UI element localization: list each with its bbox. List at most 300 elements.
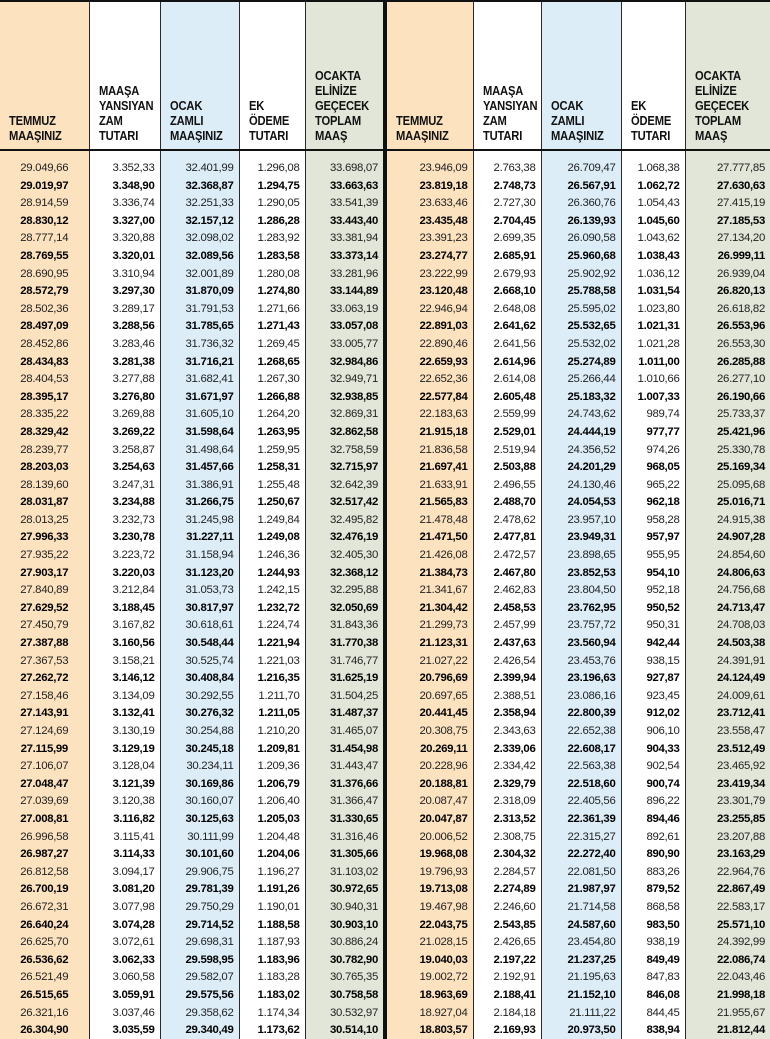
cell-july-salary: 29.049,66 bbox=[0, 160, 89, 178]
cell-january-raised-salary: 29.906,75 bbox=[160, 864, 239, 882]
cell-extra-payment: 1.283,58 bbox=[239, 248, 305, 266]
cell-july-salary: 20.697,65 bbox=[387, 688, 473, 706]
table-row bbox=[0, 987, 770, 1005]
cell-january-total-salary: 23.512,49 bbox=[685, 741, 770, 759]
cell-raise-amount: 2.614,08 bbox=[473, 371, 541, 389]
table-row bbox=[0, 477, 770, 495]
cell-january-raised-salary: 24.130,46 bbox=[541, 477, 621, 495]
cell-january-raised-salary: 22.315,27 bbox=[541, 829, 621, 847]
cell-july-salary: 27.840,89 bbox=[0, 582, 89, 600]
cell-january-raised-salary: 24.743,62 bbox=[541, 406, 621, 424]
cell-january-raised-salary: 29.781,39 bbox=[160, 881, 239, 899]
cell-raise-amount: 2.313,52 bbox=[473, 811, 541, 829]
cell-january-raised-salary: 30.245,18 bbox=[160, 741, 239, 759]
cell-raise-amount: 2.334,42 bbox=[473, 758, 541, 776]
cell-raise-amount: 2.641,62 bbox=[473, 318, 541, 336]
cell-raise-amount: 3.212,84 bbox=[89, 582, 160, 600]
cell-raise-amount: 3.115,41 bbox=[89, 829, 160, 847]
cell-raise-amount: 3.297,30 bbox=[89, 283, 160, 301]
cell-raise-amount: 3.269,22 bbox=[89, 424, 160, 442]
table-row bbox=[0, 864, 770, 882]
table-row bbox=[0, 934, 770, 952]
table-row bbox=[0, 424, 770, 442]
cell-extra-payment: 1.209,81 bbox=[239, 741, 305, 759]
cell-january-raised-salary: 31.457,66 bbox=[160, 459, 239, 477]
cell-january-raised-salary: 29.575,56 bbox=[160, 987, 239, 1005]
cell-january-raised-salary: 25.532,02 bbox=[541, 336, 621, 354]
cell-january-total-salary: 24.713,47 bbox=[685, 600, 770, 618]
cell-january-raised-salary: 22.563,38 bbox=[541, 758, 621, 776]
cell-january-raised-salary: 31.245,98 bbox=[160, 512, 239, 530]
cell-raise-amount: 3.077,98 bbox=[89, 899, 160, 917]
cell-raise-amount: 3.128,04 bbox=[89, 758, 160, 776]
cell-july-salary: 23.274,77 bbox=[387, 248, 473, 266]
cell-july-salary: 23.222,99 bbox=[387, 266, 473, 284]
cell-raise-amount: 2.426,54 bbox=[473, 653, 541, 671]
cell-july-salary: 27.106,07 bbox=[0, 758, 89, 776]
cell-raise-amount: 2.284,57 bbox=[473, 864, 541, 882]
cell-july-salary: 28.777,14 bbox=[0, 230, 89, 248]
cell-july-salary: 27.262,72 bbox=[0, 670, 89, 688]
cell-extra-payment: 1.196,27 bbox=[239, 864, 305, 882]
cell-january-raised-salary: 30.254,88 bbox=[160, 723, 239, 741]
cell-january-total-salary: 33.443,40 bbox=[305, 213, 383, 231]
cell-extra-payment: 1.258,31 bbox=[239, 459, 305, 477]
cell-raise-amount: 3.320,01 bbox=[89, 248, 160, 266]
cell-raise-amount: 3.352,33 bbox=[89, 160, 160, 178]
cell-january-total-salary: 31.843,36 bbox=[305, 617, 383, 635]
cell-extra-payment: 1.232,72 bbox=[239, 600, 305, 618]
cell-raise-amount: 3.094,17 bbox=[89, 864, 160, 882]
table-row bbox=[0, 354, 770, 372]
cell-raise-amount: 2.478,62 bbox=[473, 512, 541, 530]
cell-raise-amount: 2.358,94 bbox=[473, 705, 541, 723]
cell-raise-amount: 3.132,41 bbox=[89, 705, 160, 723]
cell-january-raised-salary: 24.054,53 bbox=[541, 494, 621, 512]
cell-raise-amount: 3.220,03 bbox=[89, 565, 160, 583]
cell-extra-payment: 958,28 bbox=[621, 512, 685, 530]
cell-january-total-salary: 24.009,61 bbox=[685, 688, 770, 706]
table-row bbox=[0, 881, 770, 899]
cell-july-salary: 21.123,31 bbox=[387, 635, 473, 653]
cell-january-raised-salary: 24.444,19 bbox=[541, 424, 621, 442]
cell-july-salary: 20.006,52 bbox=[387, 829, 473, 847]
cell-january-raised-salary: 30.408,84 bbox=[160, 670, 239, 688]
table-row bbox=[0, 899, 770, 917]
cell-extra-payment: 983,50 bbox=[621, 917, 685, 935]
cell-raise-amount: 3.320,88 bbox=[89, 230, 160, 248]
cell-january-raised-salary: 30.525,74 bbox=[160, 653, 239, 671]
cell-january-raised-salary: 32.251,33 bbox=[160, 195, 239, 213]
cell-january-raised-salary: 29.340,49 bbox=[160, 1022, 239, 1039]
cell-january-total-salary: 32.517,42 bbox=[305, 494, 383, 512]
cell-january-raised-salary: 23.949,31 bbox=[541, 529, 621, 547]
cell-extra-payment: 1.294,75 bbox=[239, 178, 305, 196]
cell-january-total-salary: 27.630,63 bbox=[685, 178, 770, 196]
table-row bbox=[0, 178, 770, 196]
cell-raise-amount: 3.134,09 bbox=[89, 688, 160, 706]
cell-extra-payment: 1.188,58 bbox=[239, 917, 305, 935]
cell-july-salary: 26.987,27 bbox=[0, 846, 89, 864]
cell-extra-payment: 1.249,08 bbox=[239, 529, 305, 547]
cell-extra-payment: 938,15 bbox=[621, 653, 685, 671]
cell-january-total-salary: 33.057,08 bbox=[305, 318, 383, 336]
cell-extra-payment: 1.255,48 bbox=[239, 477, 305, 495]
cell-extra-payment: 962,18 bbox=[621, 494, 685, 512]
cell-january-total-salary: 30.758,58 bbox=[305, 987, 383, 1005]
cell-january-total-salary: 32.050,69 bbox=[305, 600, 383, 618]
cell-extra-payment: 1.190,01 bbox=[239, 899, 305, 917]
cell-january-raised-salary: 22.272,40 bbox=[541, 846, 621, 864]
cell-january-raised-salary: 23.804,50 bbox=[541, 582, 621, 600]
cell-january-total-salary: 21.812,44 bbox=[685, 1022, 770, 1039]
cell-raise-amount: 2.308,75 bbox=[473, 829, 541, 847]
cell-january-total-salary: 27.134,20 bbox=[685, 230, 770, 248]
cell-january-raised-salary: 23.762,95 bbox=[541, 600, 621, 618]
cell-january-total-salary: 21.998,18 bbox=[685, 987, 770, 1005]
cell-january-raised-salary: 31.736,32 bbox=[160, 336, 239, 354]
cell-raise-amount: 3.327,00 bbox=[89, 213, 160, 231]
cell-january-raised-salary: 29.714,52 bbox=[160, 917, 239, 935]
cell-raise-amount: 2.343,63 bbox=[473, 723, 541, 741]
cell-extra-payment: 957,97 bbox=[621, 529, 685, 547]
cell-january-raised-salary: 24.587,60 bbox=[541, 917, 621, 935]
cell-january-total-salary: 26.618,82 bbox=[685, 301, 770, 319]
header-extra-payment: EK ÖDEME TUTARI bbox=[621, 1, 685, 150]
cell-raise-amount: 2.339,06 bbox=[473, 741, 541, 759]
table-body bbox=[0, 150, 770, 1039]
cell-raise-amount: 3.348,90 bbox=[89, 178, 160, 196]
cell-extra-payment: 1.224,74 bbox=[239, 617, 305, 635]
cell-raise-amount: 2.605,48 bbox=[473, 389, 541, 407]
cell-raise-amount: 2.399,94 bbox=[473, 670, 541, 688]
cell-july-salary: 22.946,94 bbox=[387, 301, 473, 319]
cell-extra-payment: 1.211,05 bbox=[239, 705, 305, 723]
cell-extra-payment: 1.246,36 bbox=[239, 547, 305, 565]
cell-raise-amount: 2.437,63 bbox=[473, 635, 541, 653]
cell-extra-payment: 1.268,65 bbox=[239, 354, 305, 372]
cell-raise-amount: 3.258,87 bbox=[89, 442, 160, 460]
cell-extra-payment: 1.036,12 bbox=[621, 266, 685, 284]
cell-raise-amount: 2.246,60 bbox=[473, 899, 541, 917]
cell-extra-payment: 977,77 bbox=[621, 424, 685, 442]
cell-raise-amount: 3.120,38 bbox=[89, 793, 160, 811]
cell-january-raised-salary: 29.698,31 bbox=[160, 934, 239, 952]
cell-raise-amount: 2.488,70 bbox=[473, 494, 541, 512]
cell-extra-payment: 1.250,67 bbox=[239, 494, 305, 512]
table-row bbox=[0, 617, 770, 635]
cell-july-salary: 28.914,59 bbox=[0, 195, 89, 213]
cell-january-raised-salary: 26.090,58 bbox=[541, 230, 621, 248]
cell-january-total-salary: 23.558,47 bbox=[685, 723, 770, 741]
cell-january-total-salary: 26.277,10 bbox=[685, 371, 770, 389]
cell-extra-payment: 902,54 bbox=[621, 758, 685, 776]
cell-extra-payment: 1.221,03 bbox=[239, 653, 305, 671]
cell-january-raised-salary: 25.960,68 bbox=[541, 248, 621, 266]
cell-july-salary: 21.478,48 bbox=[387, 512, 473, 530]
cell-raise-amount: 3.310,94 bbox=[89, 266, 160, 284]
cell-january-total-salary: 30.765,35 bbox=[305, 969, 383, 987]
cell-july-salary: 22.891,03 bbox=[387, 318, 473, 336]
header-july-salary: TEMMUZ MAAŞINIZ bbox=[387, 1, 473, 150]
cell-january-total-salary: 24.708,03 bbox=[685, 617, 770, 635]
cell-january-total-salary: 23.465,92 bbox=[685, 758, 770, 776]
cell-extra-payment: 955,95 bbox=[621, 547, 685, 565]
cell-july-salary: 19.796,93 bbox=[387, 864, 473, 882]
cell-january-raised-salary: 30.548,44 bbox=[160, 635, 239, 653]
table-row bbox=[0, 195, 770, 213]
cell-july-salary: 19.040,03 bbox=[387, 952, 473, 970]
cell-january-raised-salary: 31.682,41 bbox=[160, 371, 239, 389]
cell-july-salary: 28.404,53 bbox=[0, 371, 89, 389]
cell-july-salary: 22.659,93 bbox=[387, 354, 473, 372]
cell-july-salary: 18.963,69 bbox=[387, 987, 473, 1005]
cell-january-total-salary: 32.295,88 bbox=[305, 582, 383, 600]
cell-july-salary: 28.497,09 bbox=[0, 318, 89, 336]
cell-extra-payment: 950,52 bbox=[621, 600, 685, 618]
cell-raise-amount: 3.254,63 bbox=[89, 459, 160, 477]
cell-january-raised-salary: 31.123,20 bbox=[160, 565, 239, 583]
cell-extra-payment: 968,05 bbox=[621, 459, 685, 477]
cell-january-total-salary: 32.758,59 bbox=[305, 442, 383, 460]
cell-july-salary: 20.441,45 bbox=[387, 705, 473, 723]
table-row bbox=[0, 318, 770, 336]
cell-january-raised-salary: 23.454,80 bbox=[541, 934, 621, 952]
cell-january-total-salary: 30.532,97 bbox=[305, 1005, 383, 1023]
cell-extra-payment: 1.021,28 bbox=[621, 336, 685, 354]
cell-extra-payment: 912,02 bbox=[621, 705, 685, 723]
cell-july-salary: 23.946,09 bbox=[387, 160, 473, 178]
cell-raise-amount: 2.704,45 bbox=[473, 213, 541, 231]
cell-extra-payment: 1.206,79 bbox=[239, 776, 305, 794]
cell-july-salary: 27.367,53 bbox=[0, 653, 89, 671]
cell-january-raised-salary: 23.757,72 bbox=[541, 617, 621, 635]
cell-extra-payment: 1.173,62 bbox=[239, 1022, 305, 1039]
cell-january-raised-salary: 31.266,75 bbox=[160, 494, 239, 512]
cell-january-raised-salary: 25.788,58 bbox=[541, 283, 621, 301]
cell-extra-payment: 1.205,03 bbox=[239, 811, 305, 829]
cell-raise-amount: 2.529,01 bbox=[473, 424, 541, 442]
cell-raise-amount: 2.559,99 bbox=[473, 406, 541, 424]
cell-january-raised-salary: 29.582,07 bbox=[160, 969, 239, 987]
cell-july-salary: 22.043,75 bbox=[387, 917, 473, 935]
cell-july-salary: 28.690,95 bbox=[0, 266, 89, 284]
table-row bbox=[0, 389, 770, 407]
spacer-cell bbox=[685, 150, 770, 160]
cell-january-total-salary: 23.255,85 bbox=[685, 811, 770, 829]
cell-extra-payment: 1.021,31 bbox=[621, 318, 685, 336]
table-row bbox=[0, 741, 770, 759]
cell-january-total-salary: 32.368,12 bbox=[305, 565, 383, 583]
cell-extra-payment: 1.183,96 bbox=[239, 952, 305, 970]
cell-raise-amount: 3.281,38 bbox=[89, 354, 160, 372]
table-row bbox=[0, 213, 770, 231]
cell-raise-amount: 2.477,81 bbox=[473, 529, 541, 547]
cell-january-raised-salary: 21.195,63 bbox=[541, 969, 621, 987]
cell-extra-payment: 868,58 bbox=[621, 899, 685, 917]
cell-extra-payment: 1.271,66 bbox=[239, 301, 305, 319]
cell-january-raised-salary: 31.605,10 bbox=[160, 406, 239, 424]
cell-july-salary: 22.652,36 bbox=[387, 371, 473, 389]
table-row bbox=[0, 565, 770, 583]
cell-january-raised-salary: 26.709,47 bbox=[541, 160, 621, 178]
cell-raise-amount: 3.289,17 bbox=[89, 301, 160, 319]
cell-january-total-salary: 22.583,17 bbox=[685, 899, 770, 917]
cell-raise-amount: 2.388,51 bbox=[473, 688, 541, 706]
cell-january-total-salary: 23.712,41 bbox=[685, 705, 770, 723]
cell-raise-amount: 3.234,88 bbox=[89, 494, 160, 512]
cell-extra-payment: 1.283,92 bbox=[239, 230, 305, 248]
cell-july-salary: 28.329,42 bbox=[0, 424, 89, 442]
cell-july-salary: 19.002,72 bbox=[387, 969, 473, 987]
cell-january-total-salary: 24.806,63 bbox=[685, 565, 770, 583]
cell-extra-payment: 1.274,80 bbox=[239, 283, 305, 301]
cell-raise-amount: 3.037,46 bbox=[89, 1005, 160, 1023]
table-row bbox=[0, 406, 770, 424]
cell-january-raised-salary: 32.368,87 bbox=[160, 178, 239, 196]
table-row bbox=[0, 582, 770, 600]
cell-raise-amount: 2.318,09 bbox=[473, 793, 541, 811]
cell-raise-amount: 2.763,38 bbox=[473, 160, 541, 178]
table-row bbox=[0, 336, 770, 354]
spacer-cell bbox=[160, 150, 239, 160]
cell-january-total-salary: 31.746,77 bbox=[305, 653, 383, 671]
cell-raise-amount: 2.503,88 bbox=[473, 459, 541, 477]
cell-january-total-salary: 31.366,47 bbox=[305, 793, 383, 811]
table-row bbox=[0, 952, 770, 970]
cell-january-raised-salary: 21.987,97 bbox=[541, 881, 621, 899]
cell-january-total-salary: 31.305,66 bbox=[305, 846, 383, 864]
cell-january-total-salary: 30.940,31 bbox=[305, 899, 383, 917]
cell-july-salary: 26.536,62 bbox=[0, 952, 89, 970]
cell-january-raised-salary: 22.800,39 bbox=[541, 705, 621, 723]
cell-january-total-salary: 23.207,88 bbox=[685, 829, 770, 847]
cell-july-salary: 28.502,36 bbox=[0, 301, 89, 319]
header-january-total-salary: OCAKTA ELİNİZE GEÇECEK TOPLAM MAAŞ bbox=[685, 1, 770, 150]
cell-july-salary: 18.803,57 bbox=[387, 1022, 473, 1039]
cell-july-salary: 26.640,24 bbox=[0, 917, 89, 935]
cell-extra-payment: 879,52 bbox=[621, 881, 685, 899]
cell-january-raised-salary: 31.053,73 bbox=[160, 582, 239, 600]
cell-extra-payment: 1.264,20 bbox=[239, 406, 305, 424]
cell-july-salary: 28.395,17 bbox=[0, 389, 89, 407]
cell-extra-payment: 1.007,33 bbox=[621, 389, 685, 407]
cell-january-raised-salary: 30.618,61 bbox=[160, 617, 239, 635]
cell-raise-amount: 2.184,18 bbox=[473, 1005, 541, 1023]
cell-july-salary: 20.228,96 bbox=[387, 758, 473, 776]
cell-january-total-salary: 31.770,38 bbox=[305, 635, 383, 653]
cell-january-raised-salary: 31.227,11 bbox=[160, 529, 239, 547]
cell-raise-amount: 3.167,82 bbox=[89, 617, 160, 635]
cell-january-total-salary: 31.625,19 bbox=[305, 670, 383, 688]
cell-january-raised-salary: 21.714,58 bbox=[541, 899, 621, 917]
cell-raise-amount: 2.457,99 bbox=[473, 617, 541, 635]
cell-july-salary: 27.450,79 bbox=[0, 617, 89, 635]
cell-extra-payment: 1.174,34 bbox=[239, 1005, 305, 1023]
cell-january-total-salary: 22.964,76 bbox=[685, 864, 770, 882]
cell-january-raised-salary: 22.081,50 bbox=[541, 864, 621, 882]
cell-raise-amount: 3.035,59 bbox=[89, 1022, 160, 1039]
cell-january-raised-salary: 31.671,97 bbox=[160, 389, 239, 407]
cell-july-salary: 20.087,47 bbox=[387, 793, 473, 811]
cell-january-raised-salary: 25.902,92 bbox=[541, 266, 621, 284]
cell-july-salary: 21.304,42 bbox=[387, 600, 473, 618]
cell-july-salary: 21.341,67 bbox=[387, 582, 473, 600]
cell-july-salary: 27.158,46 bbox=[0, 688, 89, 706]
cell-raise-amount: 2.648,08 bbox=[473, 301, 541, 319]
cell-extra-payment: 1.280,08 bbox=[239, 266, 305, 284]
cell-extra-payment: 1.038,43 bbox=[621, 248, 685, 266]
cell-january-total-salary: 26.553,30 bbox=[685, 336, 770, 354]
cell-january-total-salary: 27.415,19 bbox=[685, 195, 770, 213]
cell-january-total-salary: 31.443,47 bbox=[305, 758, 383, 776]
cell-extra-payment: 1.209,36 bbox=[239, 758, 305, 776]
cell-january-raised-salary: 30.169,86 bbox=[160, 776, 239, 794]
cell-july-salary: 28.452,86 bbox=[0, 336, 89, 354]
table-row bbox=[0, 266, 770, 284]
cell-july-salary: 27.143,91 bbox=[0, 705, 89, 723]
cell-january-total-salary: 22.867,49 bbox=[685, 881, 770, 899]
cell-extra-payment: 892,61 bbox=[621, 829, 685, 847]
cell-january-raised-salary: 24.201,29 bbox=[541, 459, 621, 477]
cell-january-total-salary: 25.169,34 bbox=[685, 459, 770, 477]
cell-july-salary: 21.633,91 bbox=[387, 477, 473, 495]
cell-extra-payment: 1.269,45 bbox=[239, 336, 305, 354]
cell-january-total-salary: 32.642,39 bbox=[305, 477, 383, 495]
cell-january-total-salary: 31.376,66 bbox=[305, 776, 383, 794]
cell-january-raised-salary: 30.160,07 bbox=[160, 793, 239, 811]
cell-july-salary: 21.836,58 bbox=[387, 442, 473, 460]
cell-january-total-salary: 25.095,68 bbox=[685, 477, 770, 495]
spacer-cell bbox=[305, 150, 383, 160]
cell-january-total-salary: 26.939,04 bbox=[685, 266, 770, 284]
cell-january-total-salary: 24.915,38 bbox=[685, 512, 770, 530]
cell-july-salary: 19.968,08 bbox=[387, 846, 473, 864]
cell-extra-payment: 1.266,88 bbox=[239, 389, 305, 407]
cell-extra-payment: 938,19 bbox=[621, 934, 685, 952]
cell-january-total-salary: 24.756,68 bbox=[685, 582, 770, 600]
cell-january-total-salary: 31.465,07 bbox=[305, 723, 383, 741]
cell-raise-amount: 2.304,32 bbox=[473, 846, 541, 864]
cell-extra-payment: 989,74 bbox=[621, 406, 685, 424]
cell-raise-amount: 2.727,30 bbox=[473, 195, 541, 213]
cell-july-salary: 22.890,46 bbox=[387, 336, 473, 354]
cell-extra-payment: 965,22 bbox=[621, 477, 685, 495]
cell-july-salary: 28.139,60 bbox=[0, 477, 89, 495]
cell-raise-amount: 2.685,91 bbox=[473, 248, 541, 266]
cell-january-total-salary: 25.733,37 bbox=[685, 406, 770, 424]
cell-january-total-salary: 30.782,90 bbox=[305, 952, 383, 970]
cell-july-salary: 27.124,69 bbox=[0, 723, 89, 741]
cell-january-total-salary: 22.043,46 bbox=[685, 969, 770, 987]
cell-july-salary: 28.335,22 bbox=[0, 406, 89, 424]
cell-january-total-salary: 24.392,99 bbox=[685, 934, 770, 952]
cell-january-total-salary: 32.938,85 bbox=[305, 389, 383, 407]
cell-january-total-salary: 33.698,07 bbox=[305, 160, 383, 178]
cell-extra-payment: 1.216,35 bbox=[239, 670, 305, 688]
header-raise-amount: MAAŞA YANSIYAN ZAM TUTARI bbox=[473, 1, 541, 150]
cell-january-total-salary: 26.190,66 bbox=[685, 389, 770, 407]
cell-extra-payment: 1.011,00 bbox=[621, 354, 685, 372]
table-row bbox=[0, 670, 770, 688]
cell-january-total-salary: 24.907,28 bbox=[685, 529, 770, 547]
cell-extra-payment: 846,08 bbox=[621, 987, 685, 1005]
table-row bbox=[0, 829, 770, 847]
cell-july-salary: 20.047,87 bbox=[387, 811, 473, 829]
cell-extra-payment: 927,87 bbox=[621, 670, 685, 688]
table-row bbox=[0, 371, 770, 389]
cell-january-raised-salary: 31.498,64 bbox=[160, 442, 239, 460]
